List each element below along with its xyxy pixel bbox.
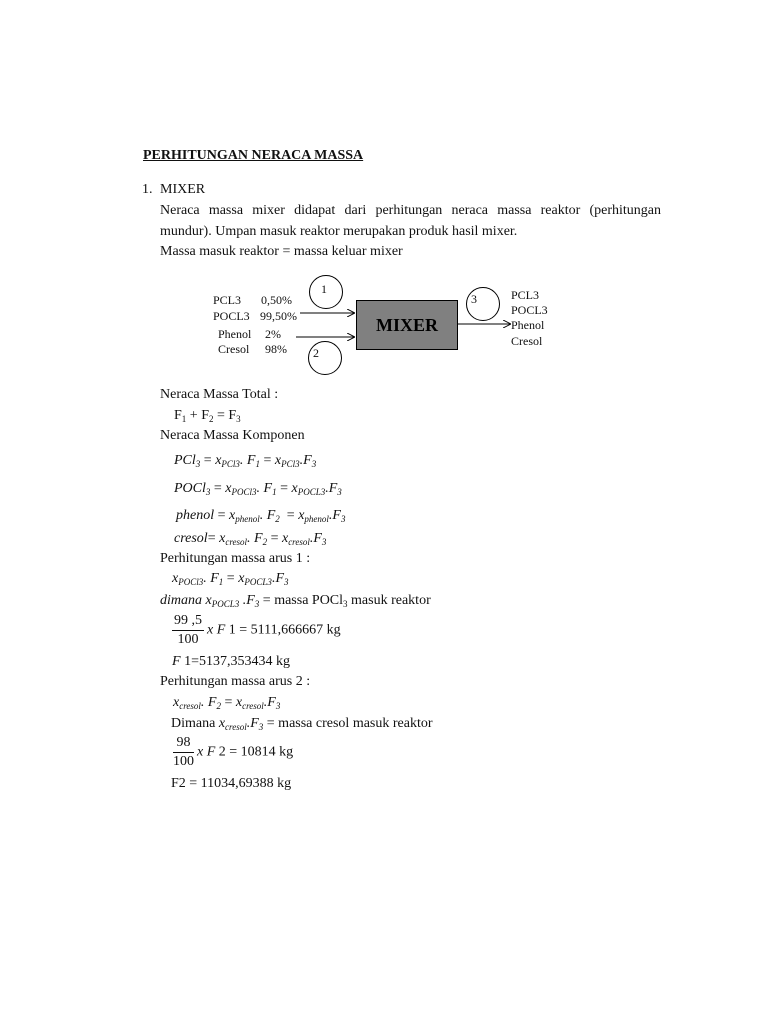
pocl3-mass-text: = massa POCl xyxy=(262,593,344,608)
fraction-2-denominator: 100 xyxy=(173,754,194,769)
stream2-fraction-equation: $\frac{98}{100}$ x F 2 = 10814 kg xyxy=(173,735,294,769)
component-balance-label: Neraca Massa Komponen xyxy=(160,428,305,443)
outlet-cresol: Cresol xyxy=(511,334,543,348)
stream1-definition: dimana $x_{POCL3}$ $.F_3$ = massa POCl$_3$ masuk reaktor xyxy=(160,593,431,609)
total-balance-equation: $F_1 + F_2 = F_3$ xyxy=(174,408,241,424)
stream1-result: = 5111,666667 kg xyxy=(239,622,341,638)
section-name: MIXER xyxy=(160,182,206,197)
feed1-pocl3-value: 99,50% xyxy=(260,309,297,323)
pcl3-balance-equation: $PCl_3 = x_{PCl3}$. $F_1 = x_{PCl3}.F_3$ xyxy=(174,453,317,469)
feed2-phenol-value: 2% xyxy=(265,327,281,341)
feed1-pocl3-name: POCL3 xyxy=(213,309,250,323)
stream2-equation: $x_{cresol}$. $F_2 = x_{cresol}.F_3$ xyxy=(173,695,281,711)
paragraph-line-2: mundur). Umpan masuk reaktor merupakan produk hasil mixer. xyxy=(160,224,518,239)
stream1-equation: $x_{POCl3}$. $F_1 = x_{POCL3}.F_3$ xyxy=(172,571,289,587)
outlet-phenol: Phenol xyxy=(511,318,545,332)
stream1-calc-label: Perhitungan massa arus 1 : xyxy=(160,551,311,566)
cresol-mass-text: = massa cresol masuk reaktor xyxy=(266,716,433,731)
pocl3-mass-subscript: 3 xyxy=(343,599,348,609)
fraction-99-5-over-100 xyxy=(172,614,204,647)
stream2-definition: Dimana $x_{cresol}.F_3$ = massa cresol masuk reaktor xyxy=(171,716,433,732)
stream-3-number: 3 xyxy=(471,292,477,306)
feed2-cresol-value: 98% xyxy=(265,342,287,356)
feed1-pcl3-name: PCL3 xyxy=(213,293,242,307)
dimana-label-2: Dimana xyxy=(171,716,216,731)
stream2-calc-label: Perhitungan massa arus 2 : xyxy=(160,674,311,689)
f1-result-line: F 1=5137,353434 kg xyxy=(172,654,290,669)
feed2-cresol-name: Cresol xyxy=(218,342,250,356)
feed2-phenol-name: Phenol xyxy=(218,327,252,341)
phenol-balance-equation: phenol = $x_{phenol}$. $F_2 = x_{phenol}.F_3$ xyxy=(176,508,346,524)
stream1-fraction-equation: $\frac{99 ,5}{100}$ x F 1 = 5111,666667 kg xyxy=(174,613,341,647)
pocl3-balance-equation: POCl$_3$ = $x_{POCl3}$. $F_1 = x_{POCL3}.F_3$ xyxy=(174,481,342,497)
page-title: PERHITUNGAN NERACA MASSA xyxy=(143,148,364,163)
fraction-98-over-100 xyxy=(173,736,194,769)
pocl3-mass-tail: masuk reaktor xyxy=(347,593,431,608)
cresol-balance-equation: cresol= $x_{cresol}$. $F_2 = x_{cresol}.F_3$ xyxy=(174,531,327,547)
outlet-pcl3: PCL3 xyxy=(511,288,540,302)
stream-2-number: 2 xyxy=(313,346,319,360)
mass-statement: Massa masuk reaktor = massa keluar mixer xyxy=(160,244,403,259)
feed1-pcl3-value: 0,50% xyxy=(261,293,292,307)
mixer-box-label: MIXER xyxy=(376,314,438,335)
total-balance-label: Neraca Massa Total : xyxy=(160,387,279,402)
stream-1-number: 1 xyxy=(321,282,327,296)
f2-result-line: F2 = 11034,69388 kg xyxy=(171,776,292,791)
section-number: 1. xyxy=(142,182,153,197)
fraction-1-denominator: 100 xyxy=(177,632,199,647)
mixer-box xyxy=(356,300,458,350)
fraction-2-numerator: 98 xyxy=(173,736,194,753)
stream2-result: = 10814 kg xyxy=(229,744,294,760)
dimana-label-1: dimana xyxy=(160,593,202,608)
outlet-pocl3: POCL3 xyxy=(511,303,548,317)
f1-result-value: 5137,353434 kg xyxy=(198,654,290,669)
fraction-1-numerator: 99 ,5 xyxy=(172,614,204,631)
paragraph-line-1: Neraca massa mixer didapat dari perhitungan neraca massa reaktor (perhitungan xyxy=(160,203,661,218)
